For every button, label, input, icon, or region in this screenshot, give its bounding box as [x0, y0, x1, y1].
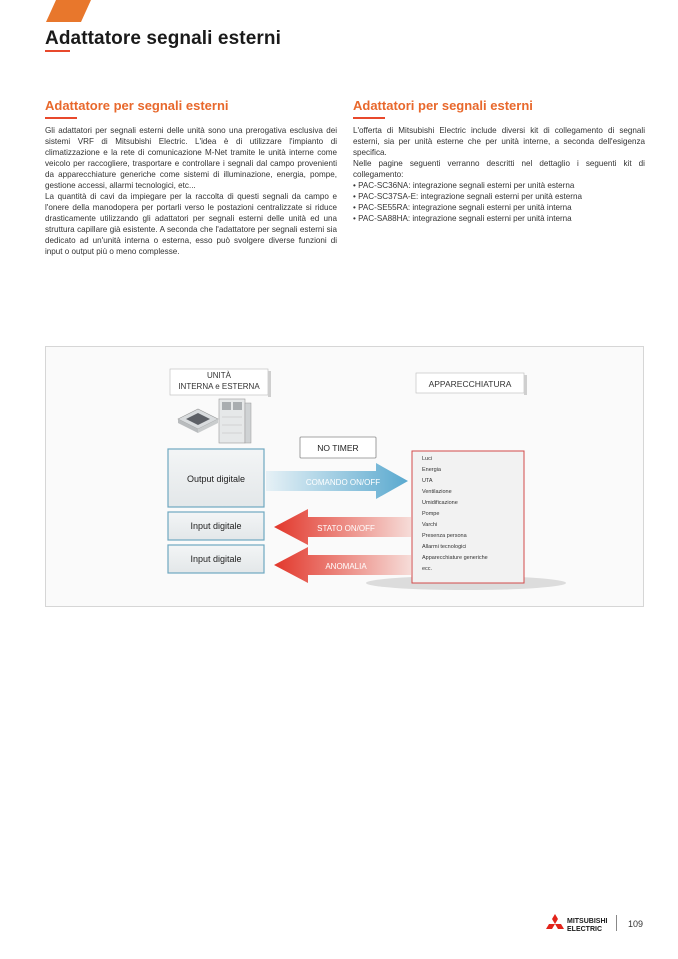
kit-item: • PAC-SC37SA-E: integrazione segnali esterni per unità esterna: [353, 191, 645, 202]
input-digitale-box-2: [168, 545, 264, 573]
left-body: [45, 125, 337, 257]
equipment-item: Apparecchiature generiche: [422, 555, 488, 561]
corner-triangle-shape: [46, 0, 96, 24]
equipment-item: Luci: [422, 456, 433, 462]
equipment-list-box: [412, 451, 524, 583]
equipment-item: Pompe: [422, 511, 440, 517]
input-digitale-box-1: [168, 512, 264, 540]
mitsubishi-logo-icon: [545, 914, 565, 932]
equipment-item: Energia: [422, 467, 441, 473]
no-timer-label: NO TIMER: [317, 443, 359, 453]
right-body: [353, 125, 645, 224]
left-paragraph-2: La quantità di cavi da impiegare per la raccolta di questi segnali da campo e l'onere della manodopera per portarli verso le postazioni centralizzate si riduce drasticamente utilizzando gli adattatori per segnali esterni delle unità ed una struttura capillare già esistente. A seconda che l'adattatore per segnali esterni sia dedicato ad un'unità interna o esterna, esso può svolgere diverse funzioni di input o output più o meno complesse.: [45, 192, 337, 256]
kit-item: • PAC-SC36NA: integrazione segnali esterni per unità esterna: [353, 180, 645, 191]
left-heading-rule: [45, 117, 77, 119]
cassette-unit-icon: [178, 409, 218, 433]
anomalia-arrow-label: ANOMALIA: [325, 562, 367, 571]
equipment-label-box: [416, 373, 527, 395]
unit-label-box: [170, 369, 271, 397]
title-underline: [45, 50, 70, 52]
kit-item: • PAC-SE55RA: integrazione segnali esterni per unità interna: [353, 202, 645, 213]
kit-list: [353, 180, 645, 224]
signal-diagram: [45, 346, 644, 607]
stato-arrow: [274, 509, 411, 545]
no-timer-box: [300, 437, 376, 458]
outdoor-unit-icon: [219, 399, 251, 443]
footer-brand-line2: ELECTRIC: [567, 925, 602, 933]
left-heading: Adattatore per segnali esterni: [45, 98, 229, 113]
equipment-item: Presenza persona: [422, 533, 467, 539]
input-digitale-label-2: Input digitale: [190, 554, 242, 564]
equipment-item: Allarmi tecnologici: [422, 544, 467, 550]
equipment-item: ecc.: [422, 566, 433, 572]
right-heading: Adattatori per segnali esterni: [353, 98, 533, 113]
page-number: 109: [628, 919, 644, 929]
left-paragraph-1: Gli adattatori per segnali esterni delle unità sono una prerogativa esclusiva dei sistemi VRF di Mitsubishi Electric. L'idea è di utilizzare l'impianto di climatizzazione e la rete di comunicazione M-Net tramite le unità interne come veicolo per raccogliere, trasportare e controllare i segnali dal campo provenienti da apparecchiature generiche come sistemi di illuminazione, energia, pompe, gestione accessi, allarmi tecnologici, etc...: [45, 126, 337, 190]
right-heading-rule: [353, 117, 385, 119]
unit-label-line2: INTERNA e ESTERNA: [178, 382, 260, 391]
footer-divider: [616, 915, 617, 931]
comando-arrow: [266, 463, 408, 499]
equipment-item: UTA: [422, 478, 433, 484]
output-digitale-label: Output digitale: [186, 474, 246, 484]
right-lead: Nelle pagine seguenti verranno descritti nel dettaglio i seguenti kit di collegamento:: [353, 159, 645, 179]
input-digitale-label-1: Input digitale: [190, 521, 242, 531]
right-intro: L'offerta di Mitsubishi Electric include diversi kit di collegamento di segnali esterni, sia per unità esterne che per unità interne, a seconda dell'esigenza specifica.: [353, 126, 645, 157]
comando-arrow-label: COMANDO ON/OFF: [305, 478, 381, 487]
page-title: Adattatore segnali esterni: [45, 28, 281, 49]
footer-brand-line1: MITSUBISHI: [567, 918, 608, 925]
footer-brand: [567, 918, 607, 933]
signal-diagram-svg: [46, 347, 645, 608]
equipment-label: APPARECCHIATURA: [428, 379, 512, 389]
equipment-item: Varchi: [422, 522, 438, 528]
anomalia-arrow: [274, 547, 411, 583]
unit-label-line1: UNITÀ: [207, 371, 231, 380]
output-digitale-box: [168, 449, 264, 507]
kit-item: • PAC-SA88HA: integrazione segnali esterni per unità interna: [353, 213, 645, 224]
equipment-item: Ventilazione: [422, 489, 452, 495]
equipment-item: Umidificazione: [422, 500, 458, 506]
stato-arrow-label: STATO ON/OFF: [317, 524, 375, 533]
